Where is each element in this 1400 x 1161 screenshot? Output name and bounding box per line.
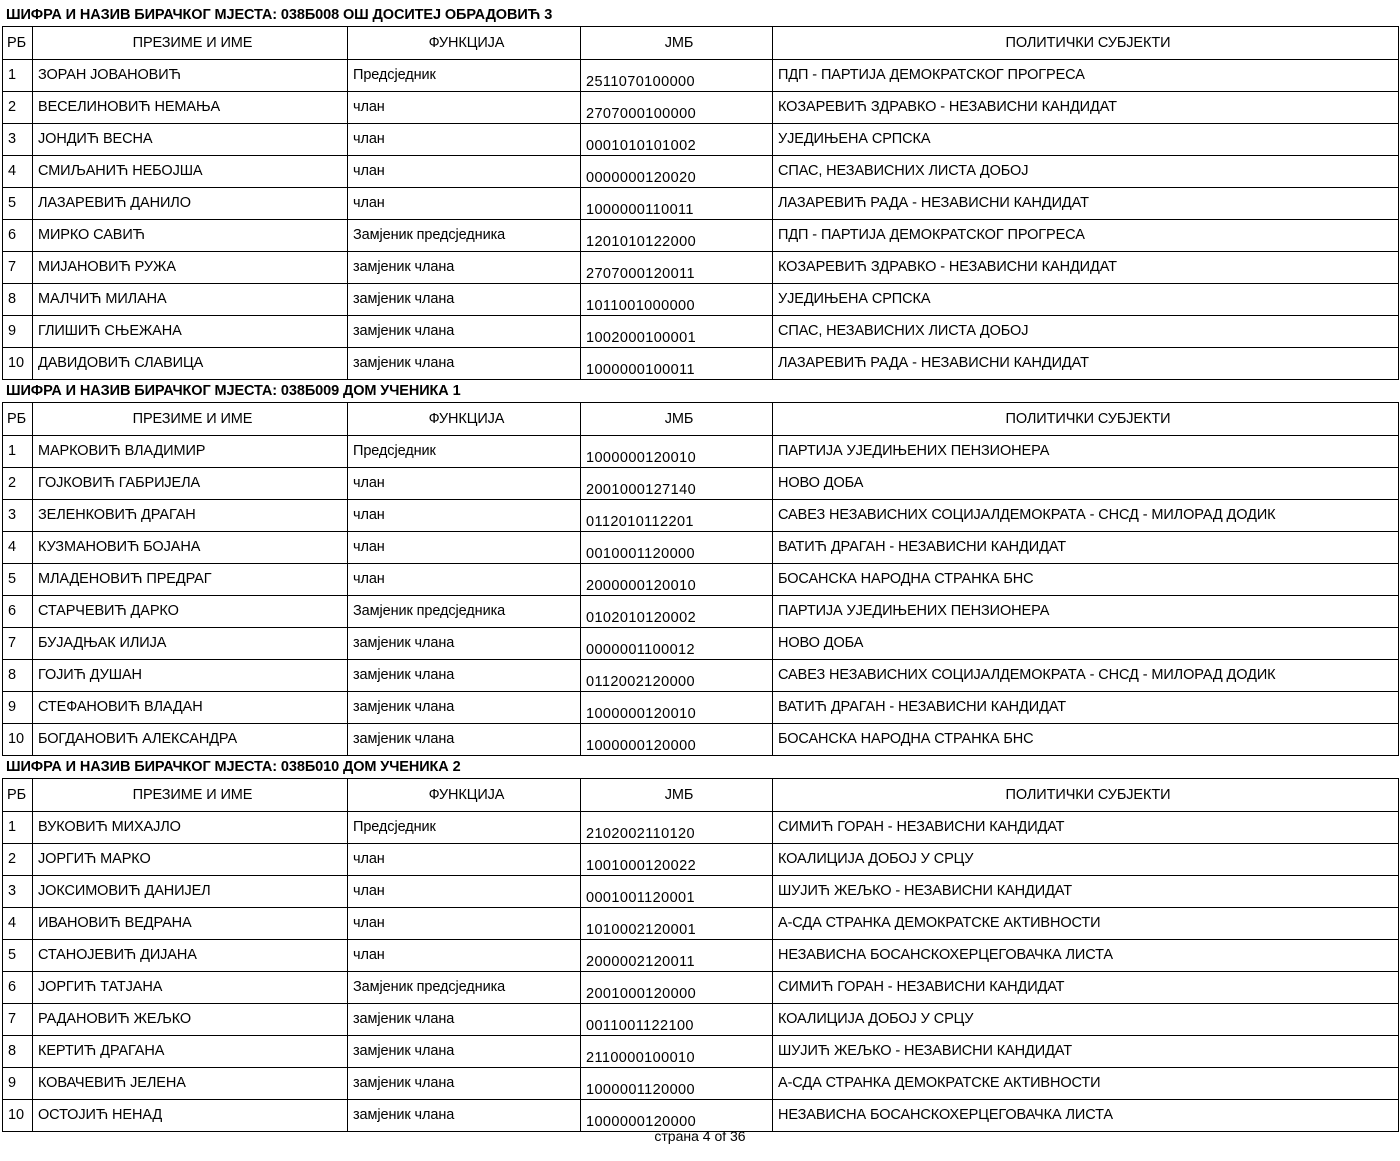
cell-jmb-redacted xyxy=(581,348,773,380)
cell-rb: 10 xyxy=(3,1100,33,1132)
cell-subject: ПАРТИЈА УЈЕДИЊЕНИХ ПЕНЗИОНЕРА xyxy=(773,436,1399,468)
cell-rb: 7 xyxy=(3,252,33,284)
polling-station-section xyxy=(2,4,1398,380)
cell-function: члан xyxy=(348,876,581,908)
column-header-function: ФУНКЦИЈА xyxy=(348,27,581,60)
cell-subject: НЕЗАВИСНА БОСАНСКОХЕРЦЕГОВАЧКА ЛИСТА xyxy=(773,940,1399,972)
cell-function: Предсједник xyxy=(348,812,581,844)
jmb-value: 2102002110120 xyxy=(586,826,695,842)
cell-function: Предсједник xyxy=(348,60,581,92)
cell-name: ЛАЗАРЕВИЋ ДАНИЛО xyxy=(33,188,348,220)
cell-name: БУЈАДЊАК ИЛИЈА xyxy=(33,628,348,660)
cell-function: замјеник члана xyxy=(348,348,581,380)
cell-subject: ПАРТИЈА УЈЕДИЊЕНИХ ПЕНЗИОНЕРА xyxy=(773,596,1399,628)
column-header-name: ПРЕЗИМЕ И ИМЕ xyxy=(33,779,348,812)
jmb-value: 2000002120011 xyxy=(586,954,695,970)
cell-name: МЛАДЕНОВИЋ ПРЕДРАГ xyxy=(33,564,348,596)
cell-name: СТЕФАНОВИЋ ВЛАДАН xyxy=(33,692,348,724)
cell-rb: 4 xyxy=(3,908,33,940)
table-header-row xyxy=(3,27,1399,60)
cell-rb: 7 xyxy=(3,1004,33,1036)
table-row xyxy=(3,1036,1399,1068)
cell-name: ВУКОВИЋ МИХАЈЛО xyxy=(33,812,348,844)
cell-subject: ПДП - ПАРТИЈА ДЕМОКРАТСКОГ ПРОГРЕСА xyxy=(773,60,1399,92)
cell-function: замјеник члана xyxy=(348,284,581,316)
cell-jmb-redacted xyxy=(581,596,773,628)
jmb-value: 0000000120020 xyxy=(586,170,697,186)
cell-function: члан xyxy=(348,500,581,532)
cell-rb: 3 xyxy=(3,876,33,908)
cell-subject: НОВО ДОБА xyxy=(773,628,1399,660)
cell-function: замјеник члана xyxy=(348,660,581,692)
cell-rb: 10 xyxy=(3,724,33,756)
column-header-rb: РБ xyxy=(3,779,33,812)
table-row xyxy=(3,596,1399,628)
cell-jmb-redacted xyxy=(581,316,773,348)
cell-rb: 6 xyxy=(3,220,33,252)
column-header-subject: ПОЛИТИЧКИ СУБЈЕКТИ xyxy=(773,403,1399,436)
table-row xyxy=(3,972,1399,1004)
cell-function: замјеник члана xyxy=(348,1004,581,1036)
cell-name: ИВАНОВИЋ ВЕДРАНА xyxy=(33,908,348,940)
table-row xyxy=(3,92,1399,124)
jmb-value: 2001000120000 xyxy=(586,986,697,1002)
jmb-value: 2707000120011 xyxy=(586,266,695,282)
cell-jmb-redacted xyxy=(581,156,773,188)
cell-name: ГОЈКОВИЋ ГАБРИЈЕЛА xyxy=(33,468,348,500)
polling-station-section xyxy=(2,380,1398,756)
cell-rb: 8 xyxy=(3,660,33,692)
cell-name: КЕРТИЋ ДРАГАНА xyxy=(33,1036,348,1068)
cell-function: члан xyxy=(348,940,581,972)
cell-subject: А-СДА СТРАНКА ДЕМОКРАТСКЕ АКТИВНОСТИ xyxy=(773,908,1399,940)
jmb-value: 1000000120010 xyxy=(586,450,697,466)
cell-function: замјеник члана xyxy=(348,724,581,756)
column-header-name: ПРЕЗИМЕ И ИМЕ xyxy=(33,403,348,436)
cell-name: ОСТОЈИЋ НЕНАД xyxy=(33,1100,348,1132)
table-row xyxy=(3,436,1399,468)
cell-jmb-redacted xyxy=(581,60,773,92)
jmb-value: 1000000120000 xyxy=(586,1114,697,1130)
jmb-value: 0112002120000 xyxy=(586,674,695,690)
cell-jmb-redacted xyxy=(581,284,773,316)
committee-members-table xyxy=(2,778,1399,1132)
jmb-value: 2707000100000 xyxy=(586,106,697,122)
cell-name: ВЕСЕЛИНОВИЋ НЕМАЊА xyxy=(33,92,348,124)
cell-rb: 5 xyxy=(3,564,33,596)
table-row xyxy=(3,124,1399,156)
cell-jmb-redacted xyxy=(581,564,773,596)
cell-function: члан xyxy=(348,124,581,156)
cell-jmb-redacted xyxy=(581,220,773,252)
cell-subject: ПДП - ПАРТИЈА ДЕМОКРАТСКОГ ПРОГРЕСА xyxy=(773,220,1399,252)
page-footer xyxy=(0,1127,1400,1145)
jmb-value: 0010001120000 xyxy=(586,546,695,562)
cell-subject: БОСАНСКА НАРОДНА СТРАНКА БНС xyxy=(773,724,1399,756)
cell-rb: 6 xyxy=(3,596,33,628)
cell-subject: ШУЈИЋ ЖЕЉКО - НЕЗАВИСНИ КАНДИДАТ xyxy=(773,876,1399,908)
polling-station-section xyxy=(2,756,1398,1132)
cell-jmb-redacted xyxy=(581,628,773,660)
table-row xyxy=(3,532,1399,564)
cell-subject: САВЕЗ НЕЗАВИСНИХ СОЦИЈАЛДЕМОКРАТА - СНСД - МИЛОРАД ДОДИК xyxy=(773,660,1399,692)
cell-name: МАРКОВИЋ ВЛАДИМИР xyxy=(33,436,348,468)
cell-function: члан xyxy=(348,156,581,188)
cell-subject: СИМИЋ ГОРАН - НЕЗАВИСНИ КАНДИДАТ xyxy=(773,972,1399,1004)
table-row xyxy=(3,156,1399,188)
table-row xyxy=(3,468,1399,500)
cell-name: ЗЕЛЕНКОВИЋ ДРАГАН xyxy=(33,500,348,532)
cell-rb: 1 xyxy=(3,812,33,844)
cell-name: ЈОРГИЋ МАРКО xyxy=(33,844,348,876)
cell-rb: 2 xyxy=(3,844,33,876)
jmb-value: 1000001120000 xyxy=(586,1082,695,1098)
cell-function: члан xyxy=(348,532,581,564)
jmb-value: 0112010112201 xyxy=(586,514,694,530)
cell-jmb-redacted xyxy=(581,532,773,564)
jmb-value: 0102010120002 xyxy=(586,610,697,626)
cell-subject: БОСАНСКА НАРОДНА СТРАНКА БНС xyxy=(773,564,1399,596)
cell-name: МИЈАНОВИЋ РУЖА xyxy=(33,252,348,284)
cell-jmb-redacted xyxy=(581,124,773,156)
cell-function: замјеник члана xyxy=(348,692,581,724)
polling-station-title: ШИФРА И НАЗИВ БИРАЧКОГ МЈЕСТА: 038Б008 ОШ ДОСИТЕЈ ОБРАДОВИЋ 3 xyxy=(6,7,553,23)
cell-rb: 3 xyxy=(3,124,33,156)
table-row xyxy=(3,876,1399,908)
committee-members-table xyxy=(2,402,1399,756)
cell-subject: КОАЛИЦИЈА ДОБОЈ У СРЦУ xyxy=(773,844,1399,876)
jmb-value: 2000000120010 xyxy=(586,578,697,594)
cell-function: замјеник члана xyxy=(348,316,581,348)
column-header-jmb: ЈМБ xyxy=(581,403,773,436)
cell-rb: 10 xyxy=(3,348,33,380)
jmb-value: 1010002120001 xyxy=(586,922,697,938)
cell-subject: ЛАЗАРЕВИЋ РАДА - НЕЗАВИСНИ КАНДИДАТ xyxy=(773,348,1399,380)
jmb-value: 1000000110011 xyxy=(586,202,694,218)
cell-rb: 6 xyxy=(3,972,33,1004)
table-row xyxy=(3,60,1399,92)
table-header-row xyxy=(3,403,1399,436)
polling-station-sections xyxy=(0,4,1400,1132)
cell-rb: 1 xyxy=(3,436,33,468)
cell-jmb-redacted xyxy=(581,940,773,972)
cell-jmb-redacted xyxy=(581,468,773,500)
cell-rb: 8 xyxy=(3,284,33,316)
cell-jmb-redacted xyxy=(581,252,773,284)
table-row xyxy=(3,348,1399,380)
table-row xyxy=(3,284,1399,316)
cell-name: КОВАЧЕВИЋ ЈЕЛЕНА xyxy=(33,1068,348,1100)
page-number-label: страна 4 of 36 xyxy=(654,1128,746,1144)
jmb-value: 0011001122100 xyxy=(586,1018,694,1034)
cell-function: замјеник члана xyxy=(348,1068,581,1100)
cell-jmb-redacted xyxy=(581,692,773,724)
cell-function: замјеник члана xyxy=(348,1100,581,1132)
cell-name: ЗОРАН ЈОВАНОВИЋ xyxy=(33,60,348,92)
cell-name: МИРКО САВИЋ xyxy=(33,220,348,252)
column-header-jmb: ЈМБ xyxy=(581,779,773,812)
cell-name: ЈОНДИЋ ВЕСНА xyxy=(33,124,348,156)
cell-subject: ВАТИЋ ДРАГАН - НЕЗАВИСНИ КАНДИДАТ xyxy=(773,532,1399,564)
jmb-value: 1000000120010 xyxy=(586,706,697,722)
cell-subject: УЈЕДИЊЕНА СРПСКА xyxy=(773,124,1399,156)
cell-subject: НОВО ДОБА xyxy=(773,468,1399,500)
cell-name: ГЛИШИЋ СЊЕЖАНА xyxy=(33,316,348,348)
cell-jmb-redacted xyxy=(581,876,773,908)
cell-subject: СПАС, НЕЗАВИСНИХ ЛИСТА ДОБОЈ xyxy=(773,156,1399,188)
polling-station-title: ШИФРА И НАЗИВ БИРАЧКОГ МЈЕСТА: 038Б009 ДОМ УЧЕНИКА 1 xyxy=(6,383,461,399)
jmb-value: 0000001100012 xyxy=(586,642,695,658)
table-row xyxy=(3,564,1399,596)
table-row xyxy=(3,252,1399,284)
cell-rb: 2 xyxy=(3,468,33,500)
cell-jmb-redacted xyxy=(581,188,773,220)
cell-rb: 9 xyxy=(3,316,33,348)
cell-function: Замјеник предсједника xyxy=(348,596,581,628)
column-header-rb: РБ xyxy=(3,27,33,60)
table-row xyxy=(3,188,1399,220)
cell-function: Замјеник предсједника xyxy=(348,972,581,1004)
cell-function: Замјеник предсједника xyxy=(348,220,581,252)
cell-subject: КОЗАРЕВИЋ ЗДРАВКО - НЕЗАВИСНИ КАНДИДАТ xyxy=(773,252,1399,284)
table-row xyxy=(3,692,1399,724)
table-row xyxy=(3,1004,1399,1036)
column-header-jmb: ЈМБ xyxy=(581,27,773,60)
cell-name: СМИЉАНИЋ НЕБОЈША xyxy=(33,156,348,188)
cell-jmb-redacted xyxy=(581,1036,773,1068)
cell-rb: 5 xyxy=(3,188,33,220)
cell-rb: 2 xyxy=(3,92,33,124)
jmb-value: 1000000100011 xyxy=(586,362,695,378)
cell-function: замјеник члана xyxy=(348,628,581,660)
cell-jmb-redacted xyxy=(581,660,773,692)
column-header-subject: ПОЛИТИЧКИ СУБЈЕКТИ xyxy=(773,27,1399,60)
cell-rb: 3 xyxy=(3,500,33,532)
jmb-value: 2001000127140 xyxy=(586,482,697,498)
cell-function: замјеник члана xyxy=(348,1036,581,1068)
cell-function: члан xyxy=(348,188,581,220)
cell-subject: ШУЈИЋ ЖЕЉКО - НЕЗАВИСНИ КАНДИДАТ xyxy=(773,1036,1399,1068)
column-header-name: ПРЕЗИМЕ И ИМЕ xyxy=(33,27,348,60)
table-row xyxy=(3,812,1399,844)
cell-function: члан xyxy=(348,908,581,940)
column-header-function: ФУНКЦИЈА xyxy=(348,779,581,812)
table-row xyxy=(3,500,1399,532)
cell-subject: СИМИЋ ГОРАН - НЕЗАВИСНИ КАНДИДАТ xyxy=(773,812,1399,844)
cell-name: ДАВИДОВИЋ СЛАВИЦА xyxy=(33,348,348,380)
cell-jmb-redacted xyxy=(581,844,773,876)
cell-subject: УЈЕДИЊЕНА СРПСКА xyxy=(773,284,1399,316)
cell-rb: 4 xyxy=(3,532,33,564)
table-row xyxy=(3,660,1399,692)
cell-function: замјеник члана xyxy=(348,252,581,284)
column-header-rb: РБ xyxy=(3,403,33,436)
cell-name: ЈОРГИЋ ТАТЈАНА xyxy=(33,972,348,1004)
cell-rb: 9 xyxy=(3,1068,33,1100)
jmb-value: 1002000100001 xyxy=(586,330,697,346)
cell-function: члан xyxy=(348,564,581,596)
cell-subject: КОЗАРЕВИЋ ЗДРАВКО - НЕЗАВИСНИ КАНДИДАТ xyxy=(773,92,1399,124)
table-row xyxy=(3,908,1399,940)
jmb-value: 1001000120022 xyxy=(586,858,697,874)
table-row xyxy=(3,1068,1399,1100)
polling-station-title: ШИФРА И НАЗИВ БИРАЧКОГ МЈЕСТА: 038Б010 ДОМ УЧЕНИКА 2 xyxy=(6,759,461,775)
cell-function: члан xyxy=(348,844,581,876)
jmb-value: 1000000120000 xyxy=(586,738,697,754)
cell-subject: СПАС, НЕЗАВИСНИХ ЛИСТА ДОБОЈ xyxy=(773,316,1399,348)
cell-jmb-redacted xyxy=(581,436,773,468)
cell-subject: А-СДА СТРАНКА ДЕМОКРАТСКЕ АКТИВНОСТИ xyxy=(773,1068,1399,1100)
column-header-function: ФУНКЦИЈА xyxy=(348,403,581,436)
cell-subject: НЕЗАВИСНА БОСАНСКОХЕРЦЕГОВАЧКА ЛИСТА xyxy=(773,1100,1399,1132)
table-row xyxy=(3,316,1399,348)
cell-jmb-redacted xyxy=(581,908,773,940)
cell-name: СТАНОЈЕВИЋ ДИЈАНА xyxy=(33,940,348,972)
table-row xyxy=(3,628,1399,660)
table-row xyxy=(3,220,1399,252)
cell-rb: 1 xyxy=(3,60,33,92)
cell-function: Предсједник xyxy=(348,436,581,468)
cell-subject: ЛАЗАРЕВИЋ РАДА - НЕЗАВИСНИ КАНДИДАТ xyxy=(773,188,1399,220)
cell-name: ЈОКСИМОВИЋ ДАНИЈЕЛ xyxy=(33,876,348,908)
cell-jmb-redacted xyxy=(581,92,773,124)
cell-subject: ВАТИЋ ДРАГАН - НЕЗАВИСНИ КАНДИДАТ xyxy=(773,692,1399,724)
cell-jmb-redacted xyxy=(581,812,773,844)
jmb-value: 1201010122000 xyxy=(586,234,697,250)
cell-subject: КОАЛИЦИЈА ДОБОЈ У СРЦУ xyxy=(773,1004,1399,1036)
column-header-subject: ПОЛИТИЧКИ СУБЈЕКТИ xyxy=(773,779,1399,812)
cell-function: члан xyxy=(348,468,581,500)
cell-jmb-redacted xyxy=(581,724,773,756)
table-row xyxy=(3,844,1399,876)
jmb-value: 2110000100010 xyxy=(586,1050,695,1066)
table-row xyxy=(3,724,1399,756)
table-row xyxy=(3,940,1399,972)
cell-rb: 7 xyxy=(3,628,33,660)
table-header-row xyxy=(3,779,1399,812)
cell-name: СТАРЧЕВИЋ ДАРКО xyxy=(33,596,348,628)
cell-rb: 9 xyxy=(3,692,33,724)
cell-subject: САВЕЗ НЕЗАВИСНИХ СОЦИЈАЛДЕМОКРАТА - СНСД - МИЛОРАД ДОДИК xyxy=(773,500,1399,532)
jmb-value: 0001010101002 xyxy=(586,138,697,154)
cell-name: КУЗМАНОВИЋ БОЈАНА xyxy=(33,532,348,564)
cell-name: МАЛЧИЋ МИЛАНА xyxy=(33,284,348,316)
cell-name: ГОЈИЋ ДУШАН xyxy=(33,660,348,692)
cell-jmb-redacted xyxy=(581,500,773,532)
committee-members-table xyxy=(2,26,1399,380)
cell-jmb-redacted xyxy=(581,1004,773,1036)
jmb-value: 1011001000000 xyxy=(586,298,695,314)
jmb-value: 2511070100000 xyxy=(586,74,695,90)
cell-jmb-redacted xyxy=(581,972,773,1004)
cell-rb: 5 xyxy=(3,940,33,972)
cell-rb: 8 xyxy=(3,1036,33,1068)
cell-name: БОГДАНОВИЋ АЛЕКСАНДРА xyxy=(33,724,348,756)
cell-function: члан xyxy=(348,92,581,124)
jmb-value: 0001001120001 xyxy=(586,890,695,906)
cell-jmb-redacted xyxy=(581,1068,773,1100)
cell-name: РАДАНОВИЋ ЖЕЉКО xyxy=(33,1004,348,1036)
cell-rb: 4 xyxy=(3,156,33,188)
